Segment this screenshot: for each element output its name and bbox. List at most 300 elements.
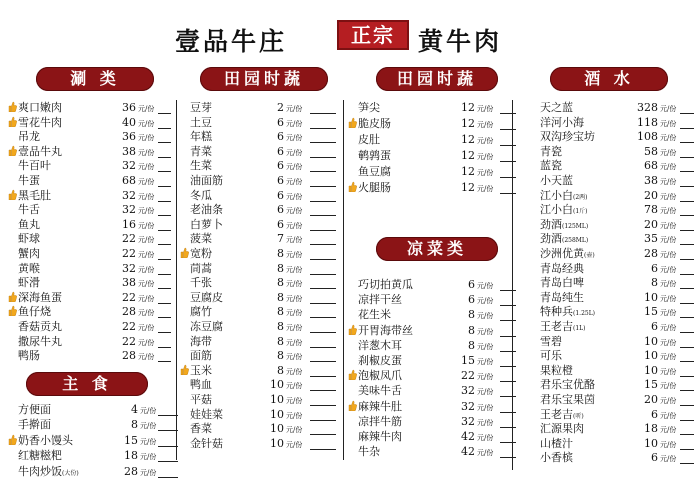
item-price: 22 <box>122 320 136 333</box>
divider-3 <box>512 100 513 470</box>
menu-item <box>348 383 508 398</box>
item-price: 108 <box>637 130 658 144</box>
menu-item <box>8 173 168 188</box>
menu-item <box>530 217 695 232</box>
item-price: 8 <box>468 323 475 337</box>
item-price: 15 <box>124 433 138 447</box>
menu-title <box>0 20 700 56</box>
menu-item <box>8 417 178 432</box>
item-name: 牛蛋 <box>18 174 40 187</box>
item-price: 28 <box>644 247 658 260</box>
menu-item <box>530 100 695 115</box>
header-zhushi: 主 食 <box>26 372 148 396</box>
item-name: 刹椒皮蛋 <box>358 354 402 367</box>
item-name: 方便面 <box>18 403 51 416</box>
menu-item <box>530 363 695 378</box>
item-unit: 元/份 <box>286 397 303 405</box>
item-unit: 元/份 <box>660 178 677 186</box>
item-unit: 元/份 <box>477 434 494 442</box>
item-name: 宽粉 <box>190 247 212 260</box>
item-name: 虾球 <box>18 232 40 246</box>
item-name: 鱼丸 <box>18 217 40 231</box>
menu-item <box>530 246 695 261</box>
item-unit: 元/份 <box>660 440 677 449</box>
item-name: 海带 <box>190 334 212 348</box>
item-name: 香菜 <box>190 422 212 436</box>
menu-item <box>348 444 508 459</box>
menu-item <box>530 202 695 217</box>
item-unit: 元/份 <box>140 437 157 446</box>
menu-item <box>180 319 340 334</box>
item-unit: 元/份 <box>660 251 677 259</box>
menu-item <box>530 129 695 144</box>
menu-item <box>8 304 168 319</box>
item-unit: 元/份 <box>286 440 303 449</box>
item-unit: 元/份 <box>138 309 155 318</box>
item-unit: 元/份 <box>138 148 155 157</box>
item-price: 12 <box>461 133 475 146</box>
item-unit: 元/份 <box>660 397 677 405</box>
item-price: 10 <box>270 378 284 392</box>
item-name: 蓝瓷 <box>540 159 562 173</box>
order-blank-line <box>500 336 516 337</box>
item-unit: 元/份 <box>286 294 303 303</box>
item-price: 8 <box>651 276 658 290</box>
item-unit: 元/份 <box>140 422 157 431</box>
item-name: 王老吉(听) <box>540 407 584 421</box>
thumbs-up-icon <box>8 145 17 156</box>
menu-item <box>530 188 695 203</box>
item-unit: 元/份 <box>477 388 494 397</box>
item-price: 10 <box>644 334 658 348</box>
item-unit: 元/份 <box>477 403 494 412</box>
item-price: 78 <box>644 203 658 217</box>
menu-item <box>530 115 695 130</box>
thumbs-up-icon <box>8 189 17 200</box>
item-name: 花生米 <box>358 308 391 322</box>
menu-item <box>180 129 340 144</box>
item-unit: 元/份 <box>660 221 677 230</box>
item-price: 8 <box>277 305 284 319</box>
item-price: 12 <box>461 101 475 114</box>
menu-item <box>530 231 695 246</box>
item-price: 15 <box>644 305 658 319</box>
header-tianyuan-2: 田园时蔬 <box>376 67 498 91</box>
menu-item <box>348 292 508 307</box>
item-unit: 元/份 <box>138 105 155 113</box>
menu-item <box>180 304 340 319</box>
item-name: 脆皮肠 <box>358 117 391 130</box>
item-unit: 元/份 <box>286 163 303 172</box>
item-name: 冬瓜 <box>190 188 212 202</box>
item-unit: 元/份 <box>660 411 677 420</box>
menu-item <box>530 290 695 305</box>
item-note: (1L) <box>573 325 586 332</box>
item-unit: 元/份 <box>477 153 494 161</box>
menu-item <box>8 144 168 159</box>
menu-item <box>348 399 508 414</box>
thumbs-up-icon <box>180 364 189 375</box>
order-blank-line <box>500 442 516 443</box>
menu-item <box>8 334 168 349</box>
item-name: 劲酒(258ML) <box>540 232 589 246</box>
item-price: 2 <box>277 101 284 114</box>
menu-item <box>348 132 508 147</box>
item-unit: 元/份 <box>477 342 494 351</box>
item-price: 28 <box>124 464 138 478</box>
item-price: 22 <box>461 369 475 383</box>
order-blank-line <box>158 461 178 462</box>
order-blank-line <box>500 427 516 428</box>
item-price: 6 <box>277 144 284 158</box>
item-price: 328 <box>637 101 658 114</box>
item-unit: 元/份 <box>138 221 155 230</box>
menu-item <box>348 100 508 115</box>
menu-item <box>8 115 168 130</box>
item-name: 青岛经典 <box>540 261 584 275</box>
item-unit: 元/份 <box>286 367 303 376</box>
menu-item <box>8 290 168 305</box>
menu-item <box>180 202 340 217</box>
item-price: 6 <box>651 451 658 465</box>
order-blank-line <box>500 113 516 114</box>
menu-item <box>180 392 340 407</box>
item-price: 68 <box>644 159 658 173</box>
item-price: 28 <box>122 305 136 319</box>
menu-item <box>348 323 508 338</box>
menu-item <box>348 148 508 163</box>
menu-item <box>180 407 340 422</box>
item-unit: 元/份 <box>286 192 303 201</box>
item-unit: 元/份 <box>477 449 494 458</box>
menu-item <box>180 115 340 130</box>
menu-item <box>180 246 340 261</box>
item-unit: 元/份 <box>477 418 494 427</box>
item-unit: 元/份 <box>138 353 155 362</box>
item-unit: 元/份 <box>660 338 677 347</box>
item-price: 32 <box>461 384 475 398</box>
item-unit: 元/份 <box>660 382 677 391</box>
item-price: 32 <box>122 203 136 217</box>
item-name: 凉拌牛筋 <box>358 414 402 428</box>
menu-item <box>348 307 508 322</box>
menu-item <box>8 464 178 479</box>
item-name: 茼蒿 <box>190 261 212 275</box>
item-unit: 元/份 <box>286 119 303 128</box>
item-price: 6 <box>651 407 658 421</box>
item-price: 8 <box>277 261 284 275</box>
menu-item <box>180 158 340 173</box>
item-name: 虾滑 <box>18 276 40 290</box>
item-unit: 元/份 <box>660 367 677 376</box>
item-unit: 元/份 <box>477 105 494 113</box>
menu-item <box>530 436 695 451</box>
menu-item <box>8 158 168 173</box>
menu-item <box>8 275 168 290</box>
item-name: 豆腐皮 <box>190 290 223 304</box>
item-unit: 元/份 <box>477 297 494 306</box>
item-unit: 元/份 <box>660 265 677 274</box>
menu-item <box>8 231 168 246</box>
item-price: 36 <box>122 101 136 114</box>
item-unit: 元/份 <box>477 185 494 193</box>
menu-item <box>348 338 508 353</box>
menu-item <box>180 217 340 232</box>
item-price: 32 <box>122 159 136 173</box>
menu-item <box>348 368 508 383</box>
item-unit: 元/份 <box>286 221 303 230</box>
menu-item <box>8 348 168 363</box>
menu-item <box>8 188 168 203</box>
item-price: 6 <box>651 320 658 333</box>
header-liangcai: 凉菜类 <box>376 237 498 261</box>
thumbs-up-icon <box>8 305 17 316</box>
thumbs-up-icon <box>348 400 357 411</box>
item-name: 江小白(2两) <box>540 188 588 202</box>
item-note: (125ML) <box>562 222 589 230</box>
item-note: (258ML) <box>562 237 589 245</box>
item-unit: 元/份 <box>477 327 494 336</box>
header-tianyuan-1: 田园时蔬 <box>200 67 328 91</box>
item-name: 撒尿牛丸 <box>18 334 62 348</box>
item-price: 8 <box>131 418 138 432</box>
order-blank-line <box>500 396 516 397</box>
item-name: 果粒橙 <box>540 363 573 377</box>
order-blank-line <box>158 430 178 431</box>
order-blank-line <box>500 161 516 162</box>
item-note: (1.25L) <box>573 310 596 318</box>
item-price: 10 <box>644 436 658 450</box>
item-price: 15 <box>644 378 658 392</box>
item-name: 美味牛舌 <box>358 384 402 398</box>
menu-item <box>348 414 508 429</box>
item-price: 16 <box>122 217 136 231</box>
item-unit: 元/份 <box>477 282 494 290</box>
menu-item <box>530 392 695 407</box>
item-unit: 元/份 <box>138 178 155 186</box>
order-blank-line <box>500 381 516 382</box>
item-unit: 元/份 <box>140 407 157 415</box>
menu-item <box>530 348 695 363</box>
order-blank-line <box>500 366 516 367</box>
menu-item <box>180 348 340 363</box>
item-name: 土豆 <box>190 115 212 129</box>
menu-item <box>530 275 695 290</box>
item-unit: 元/份 <box>286 207 303 216</box>
menu-item <box>180 100 340 115</box>
thumbs-up-icon <box>348 117 357 128</box>
item-unit: 元/份 <box>286 148 303 157</box>
menu-item <box>530 421 695 436</box>
item-unit: 元/份 <box>477 121 494 129</box>
item-name: 山楂汁 <box>540 436 573 450</box>
item-price: 32 <box>461 414 475 428</box>
item-price: 22 <box>122 247 136 260</box>
item-price: 8 <box>277 363 284 377</box>
item-unit: 元/份 <box>138 280 155 289</box>
item-unit: 元/份 <box>660 119 677 128</box>
order-blank-line <box>500 457 516 458</box>
item-unit: 元/份 <box>660 455 677 464</box>
item-price: 12 <box>461 181 475 194</box>
menu-item <box>8 261 168 276</box>
menu-item <box>8 319 168 334</box>
item-name: 菠菜 <box>190 232 212 246</box>
item-price: 4 <box>131 403 138 416</box>
menu-item <box>8 202 168 217</box>
item-unit: 元/份 <box>138 324 155 332</box>
item-price: 10 <box>270 436 284 450</box>
item-name: 火腿肠 <box>358 181 391 194</box>
menu-item <box>180 377 340 392</box>
item-name: 劲酒(125ML) <box>540 217 589 231</box>
item-name: 洋河小海 <box>540 115 584 129</box>
item-name: 开胃海带丝 <box>358 323 413 337</box>
item-unit: 元/份 <box>660 148 677 157</box>
item-name: 鸭血 <box>190 378 212 392</box>
item-unit: 元/份 <box>477 373 494 382</box>
item-note: (听) <box>573 412 584 420</box>
item-name: 小香槟 <box>540 451 573 465</box>
menu-item <box>180 173 340 188</box>
item-price: 6 <box>277 174 284 187</box>
item-name: 牛舌 <box>18 203 40 217</box>
item-price: 8 <box>277 320 284 333</box>
item-unit: 元/份 <box>286 338 303 347</box>
item-price: 20 <box>644 188 658 202</box>
menu-item <box>530 304 695 319</box>
item-price: 18 <box>124 449 138 463</box>
item-price: 38 <box>644 174 658 187</box>
menu-item <box>530 144 695 159</box>
menu-item <box>180 275 340 290</box>
item-unit: 元/份 <box>138 236 155 245</box>
item-unit: 元/份 <box>140 468 157 477</box>
item-name: 沙洲优黄(壶) <box>540 247 595 260</box>
order-blank-line <box>500 193 516 194</box>
menu-item <box>348 116 508 131</box>
menu-item <box>180 290 340 305</box>
order-blank-line <box>500 290 516 291</box>
menu-item <box>180 334 340 349</box>
item-price: 38 <box>122 144 136 158</box>
item-price: 8 <box>277 276 284 290</box>
item-price: 6 <box>277 159 284 173</box>
item-name: 天之蓝 <box>540 101 573 114</box>
menu-item <box>530 407 695 422</box>
item-price: 8 <box>468 338 475 352</box>
order-blank-line <box>500 177 516 178</box>
item-price: 6 <box>277 115 284 129</box>
item-unit: 元/份 <box>286 309 303 318</box>
item-price: 40 <box>122 115 136 129</box>
restaurant-name: 壹品牛庄 <box>175 27 288 56</box>
item-name: 麻辣牛肚 <box>358 399 402 413</box>
item-price: 10 <box>270 407 284 421</box>
item-unit: 元/份 <box>660 163 677 172</box>
item-name: 泡椒凤爪 <box>358 369 402 383</box>
item-unit: 元/份 <box>286 178 303 186</box>
item-price: 118 <box>637 115 658 129</box>
item-unit: 元/份 <box>660 105 677 113</box>
item-price: 58 <box>644 144 658 158</box>
item-name: 麻辣牛肉 <box>358 430 402 443</box>
item-price: 8 <box>468 308 475 322</box>
item-price: 10 <box>270 422 284 436</box>
item-price: 6 <box>277 188 284 202</box>
item-name: 爽口嫩肉 <box>18 101 62 114</box>
thumbs-up-icon <box>348 181 357 192</box>
menu-item <box>8 217 168 232</box>
menu-item <box>180 188 340 203</box>
item-price: 32 <box>122 188 136 202</box>
menu-item <box>348 277 508 292</box>
item-name: 鸭肠 <box>18 349 40 363</box>
item-unit: 元/份 <box>138 119 155 128</box>
menu-item <box>180 261 340 276</box>
item-name: 豆芽 <box>190 101 212 114</box>
item-unit: 元/份 <box>477 137 494 145</box>
item-price: 10 <box>644 290 658 304</box>
item-price: 20 <box>644 217 658 231</box>
item-unit: 元/份 <box>660 324 677 332</box>
menu-item <box>348 353 508 368</box>
item-price: 22 <box>122 232 136 246</box>
item-unit: 元/份 <box>660 134 677 143</box>
item-price: 68 <box>122 174 136 187</box>
item-name: 牛百叶 <box>18 159 51 173</box>
item-price: 7 <box>277 232 284 246</box>
thumbs-up-icon <box>8 291 17 302</box>
item-unit: 元/份 <box>660 294 677 303</box>
item-name: 牛肉炒饭(大份) <box>18 464 79 478</box>
order-blank-line <box>500 129 516 130</box>
item-name: 王老吉(1L) <box>540 320 586 333</box>
item-unit: 元/份 <box>138 163 155 172</box>
item-unit: 元/份 <box>477 312 494 321</box>
thumbs-up-icon <box>180 247 189 258</box>
item-unit: 元/份 <box>477 169 494 177</box>
item-name: 青瓷 <box>540 144 562 158</box>
item-unit: 元/份 <box>286 324 303 332</box>
item-name: 油面筋 <box>190 174 223 187</box>
item-name: 江小白(1斤) <box>540 203 588 217</box>
authentic-stamp: 正宗 <box>337 20 409 50</box>
item-name: 吊龙 <box>18 130 40 144</box>
menu-item <box>8 402 178 417</box>
item-name: 奶香小馒头 <box>18 433 73 447</box>
item-name: 皮肚 <box>358 133 380 146</box>
item-name: 黄喉 <box>18 261 40 275</box>
item-price: 32 <box>461 399 475 413</box>
item-name: 玉米 <box>190 363 212 377</box>
item-name: 青岛白啤 <box>540 276 584 290</box>
item-price: 28 <box>122 349 136 363</box>
item-name: 金针菇 <box>190 436 223 450</box>
item-price: 6 <box>277 203 284 217</box>
menu-item <box>530 158 695 173</box>
item-price: 32 <box>122 261 136 275</box>
item-unit: 元/份 <box>286 105 303 113</box>
item-price: 8 <box>277 334 284 348</box>
menu-item <box>180 144 340 159</box>
item-unit: 元/份 <box>286 265 303 274</box>
divider-2 <box>343 100 344 460</box>
item-name: 生菜 <box>190 159 212 173</box>
menu-item <box>530 261 695 276</box>
order-blank-line <box>680 463 694 464</box>
item-price: 22 <box>122 334 136 348</box>
